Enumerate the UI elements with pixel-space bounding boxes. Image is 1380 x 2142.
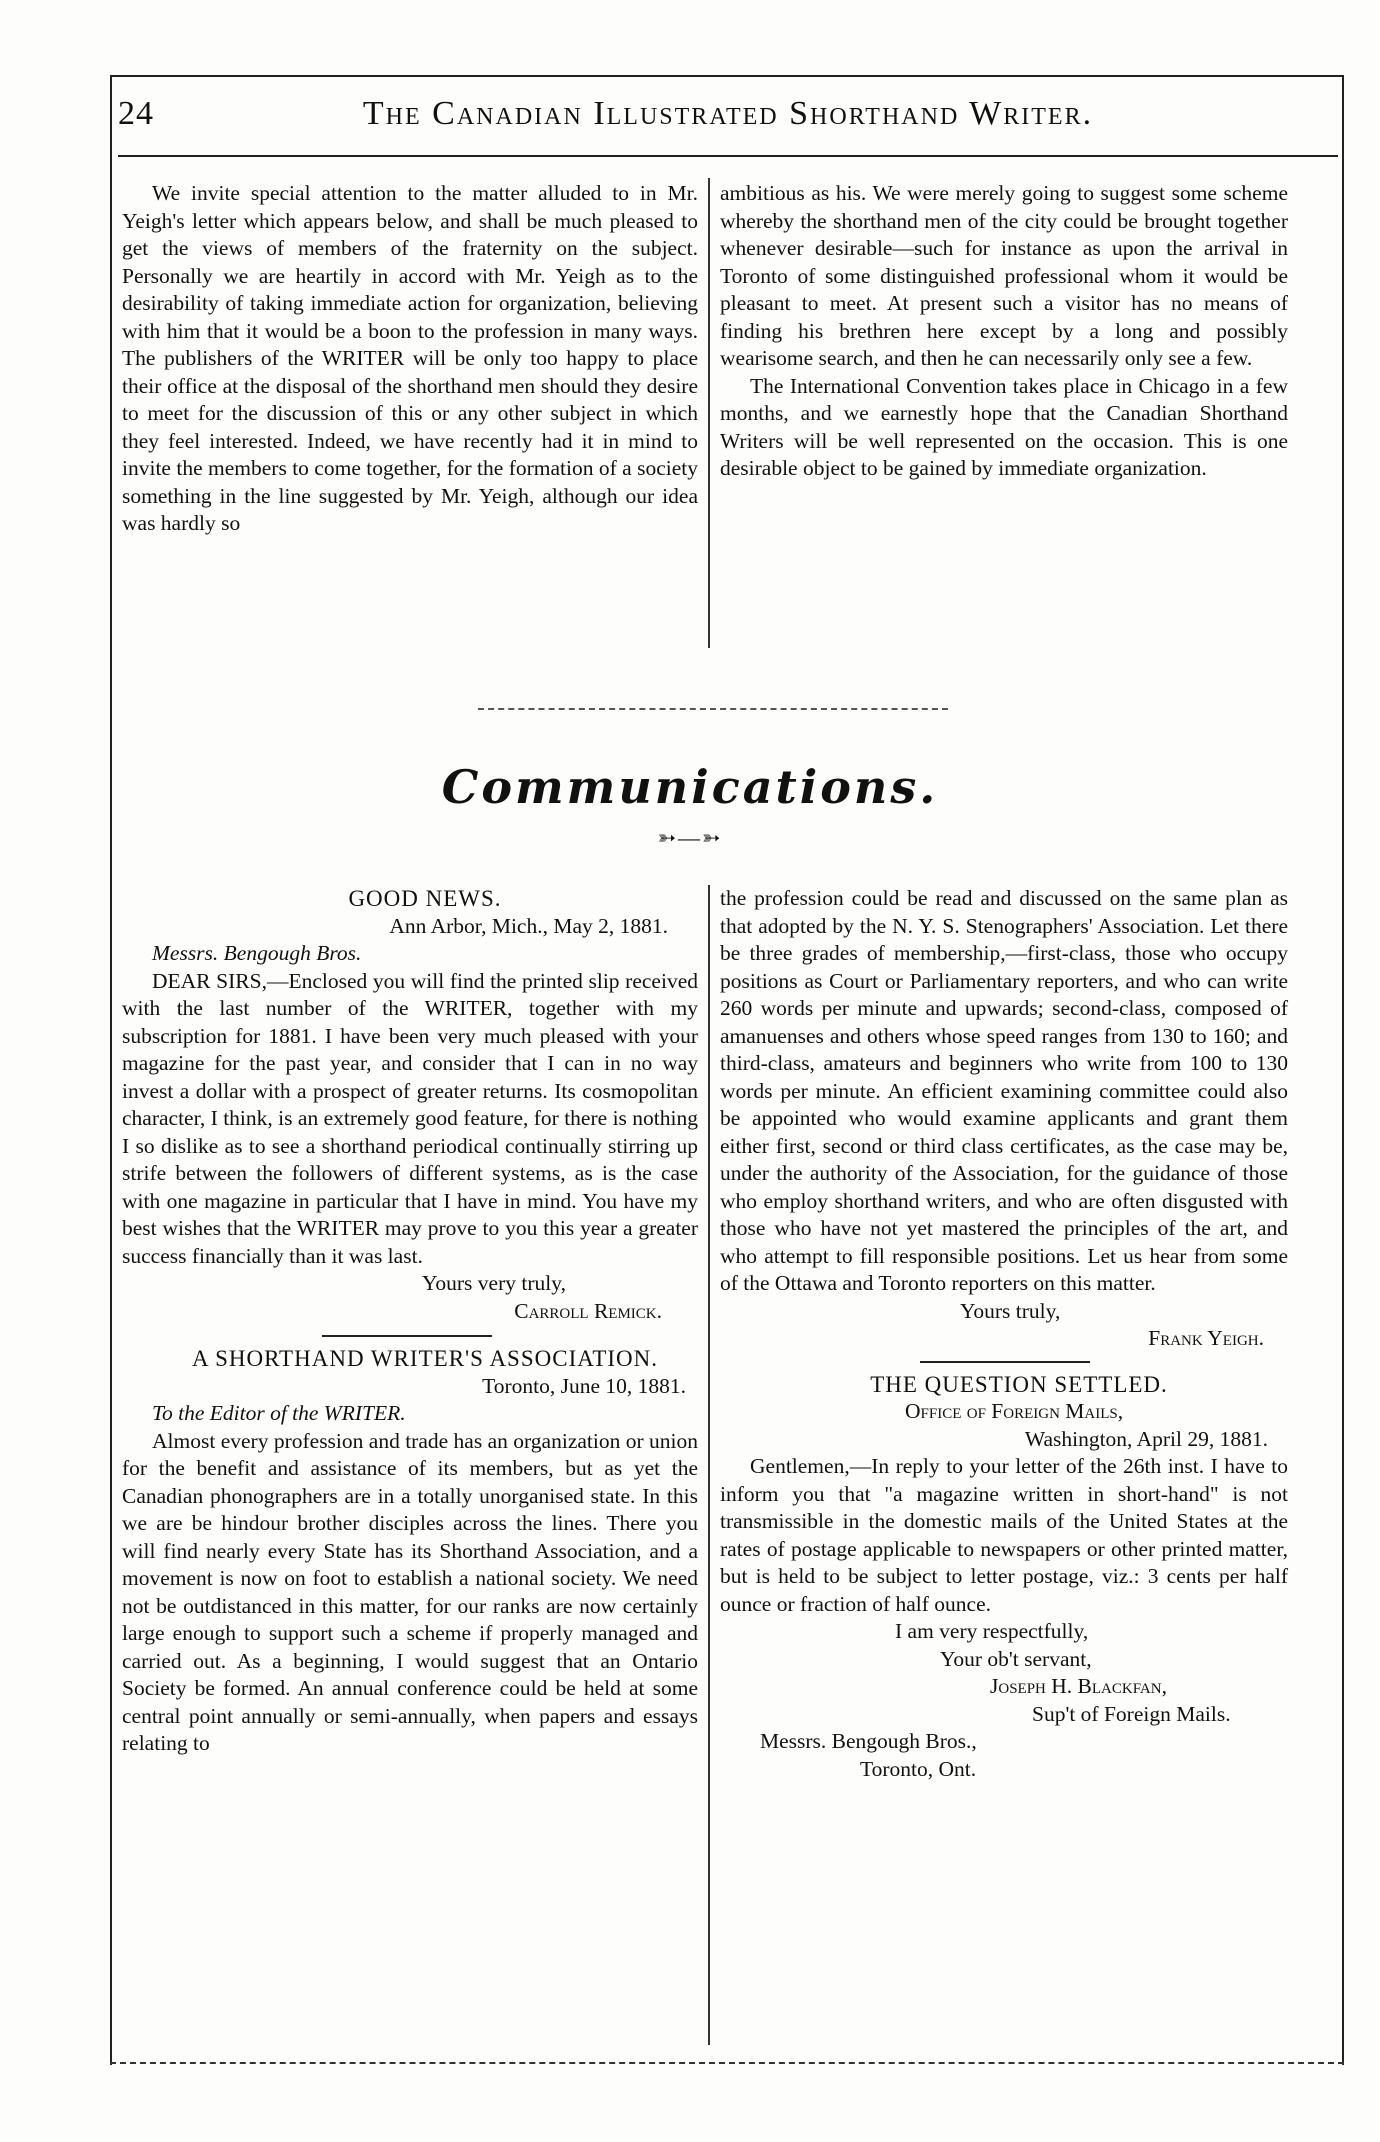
editorial-left-column (122, 180, 698, 538)
letter-heading: A SHORTHAND WRITER'S ASSOCIATION. (192, 1346, 658, 1371)
letter-separator (322, 1335, 492, 1337)
letter-addressee: To the Editor of the WRITER. (152, 1401, 406, 1425)
signature-name: Carroll Remick. (514, 1298, 662, 1323)
letter-dateline: Washington, April 29, 1881. (1024, 1426, 1268, 1451)
journal-title: The Canadian Illustrated Shorthand Writer. (362, 95, 1094, 132)
editorial-column-divider (708, 178, 710, 648)
page-number: 24 (118, 95, 154, 132)
letter-closing: Your ob't servant, (940, 1646, 1092, 1671)
letter-recipient: Toronto, Ont. (860, 1756, 977, 1781)
letter-office (720, 1398, 1288, 1426)
letter-body: Gentlemen,—In reply to your letter of the 26th inst. I have to inform you that "a magazine written in short-hand" is not transmissible in the domestic mails of the United States at the rates of postage applicable to newspapers or other printed matter, but is held to be subject to letter postage, viz.: 3 cents per half ounce or fraction of half ounce. (720, 1454, 1288, 1616)
letter-body-continued: the profession could be read and discussed on the same plan as that adopted by the N. Y. S. Stenographers' Association. Let there be three grades of membership,—first-class, those who occupy positions as Court or Parliamentary reporters, and who can write 260 words per minute and upwards; second-class, composed of amanuenses and others whose speed ranges from 130 to 160; and third-class, amateurs and beginners who write from 100 to 130 words per minute. An efficient examining committee could also be appointed who would examine applicants and grant them either first, second or third class certificates, as the case may be, under the authority of the Association, for the guidance of those who employ shorthand writers, and who are often disgusted with those who have not yet mastered the principles of the art, and who attempt to fill responsible positions. Let us hear from some of the Ottawa and Toronto reporters on this matter. (720, 886, 1288, 1295)
header-rule (118, 155, 1338, 157)
page-border-right (1342, 75, 1344, 2065)
editorial-paragraph: We invite special attention to the matter alluded to in Mr. Yeigh's letter which appears below, and shall be much pleased to get the views of members of the fraternity on the subject. Personally we are heartily in accord with Mr. Yeigh as to the desirability of taking immediate action for organization, believing with him that it would be a boon to the profession in many ways. The publishers of the WRITER will be only too happy to place their office at the disposal of the shorthand men should they desire to meet for the discussion of this or any other subject in which they feel interested. Indeed, we have recently had it in mind to invite the members to come together, for the formation of a society something in the line suggested by Mr. Yeigh, although our idea was hardly so (122, 181, 698, 535)
ornament: ➳—➳ (657, 825, 723, 850)
section-divider (478, 708, 948, 710)
section-title: Communications. (441, 760, 939, 814)
letter-dateline: Ann Arbor, Mich., May 2, 1881. (389, 913, 668, 938)
letter-closing: Yours very truly, (422, 1271, 566, 1295)
letter-body: Almost every profession and trade has an organization or union for the benefit and assistance of its members, but as yet the Canadian phonographers are in a totally unorganised state. In this we are be hindour brother disciples across the lines. There you will find nearly every State has its Shorthand Association, and a movement is now on foot to establish a national society. We need not be outdistanced in this matter, for our ranks are now certainly large enough to support such a scheme if properly managed and carried out. As a beginning, I would suggest that an Ontario Society be formed. An annual conference could be held at some central point annually or semi-annually, when papers and essays relating to (122, 1428, 698, 1755)
page-border-left (110, 75, 112, 2065)
communications-left-column (122, 885, 698, 1758)
page-border-bottom (110, 2062, 1344, 2064)
letter-signature (720, 1673, 1288, 1701)
signature-name: Frank Yeigh. (1148, 1326, 1264, 1350)
letter-addressee: Messrs. Bengough Bros. (152, 941, 362, 965)
letter-closing: I am very respectfully, (895, 1619, 1089, 1643)
editorial-paragraph: ambitious as his. We were merely going to suggest some scheme whereby the shorthand men of the city could be brought together whenever desirable—such for instance as upon the arrival in Toronto of some distinguished professional whom it would be pleasant to meet. At present such a visitor has no means of finding his brethren here except by a long and possibly wearisome search, and then he can necessarily only see a few. (720, 181, 1288, 370)
letter-separator (920, 1361, 1090, 1363)
letter-body: DEAR SIRS,—Enclosed you will find the printed slip received with the last number of the WRITER, together with my subscription for 1881. I have been very much pleased with your magazine for the past year, and consider that I can in no way invest a dollar with a prospect of greater returns. Its cosmopolitan character, I think, is an extremely good feature, for there is nothing I so dislike as to see a shorthand periodical continually stirring up strife between the followers of different systems, as is the case with one magazine in particular that I have in mind. You have my best wishes that the WRITER may prove to you this year a greater success financially than it was last. (122, 968, 698, 1268)
editorial-paragraph: The International Convention takes place in Chicago in a few months, and we earnestly hope that the Canadian Shorthand Writers will be well represented on the occasion. This is one desirable object to be gained by immediate organization. (720, 373, 1288, 480)
running-header (118, 95, 1338, 145)
page-border-top (110, 75, 1344, 77)
letter-dateline: Toronto, June 10, 1881. (482, 1373, 686, 1398)
letter-recipient: Messrs. Bengough Bros., (760, 1729, 977, 1753)
communications-right-column (720, 885, 1288, 1783)
letter-heading: THE QUESTION SETTLED. (870, 1371, 1168, 1397)
office-name: Office of Foreign Mails, (905, 1399, 1124, 1423)
letter-signature (720, 1325, 1288, 1353)
letter-signer-title: Sup't of Foreign Mails. (1032, 1701, 1231, 1726)
signature-name: Joseph H. Blackfan, (990, 1674, 1167, 1698)
communications-column-divider (708, 885, 710, 2045)
letter-signature (122, 1298, 698, 1326)
letter-heading: GOOD NEWS. (348, 886, 502, 911)
letter-closing: Yours truly, (960, 1298, 1061, 1323)
editorial-right-column (720, 180, 1288, 483)
